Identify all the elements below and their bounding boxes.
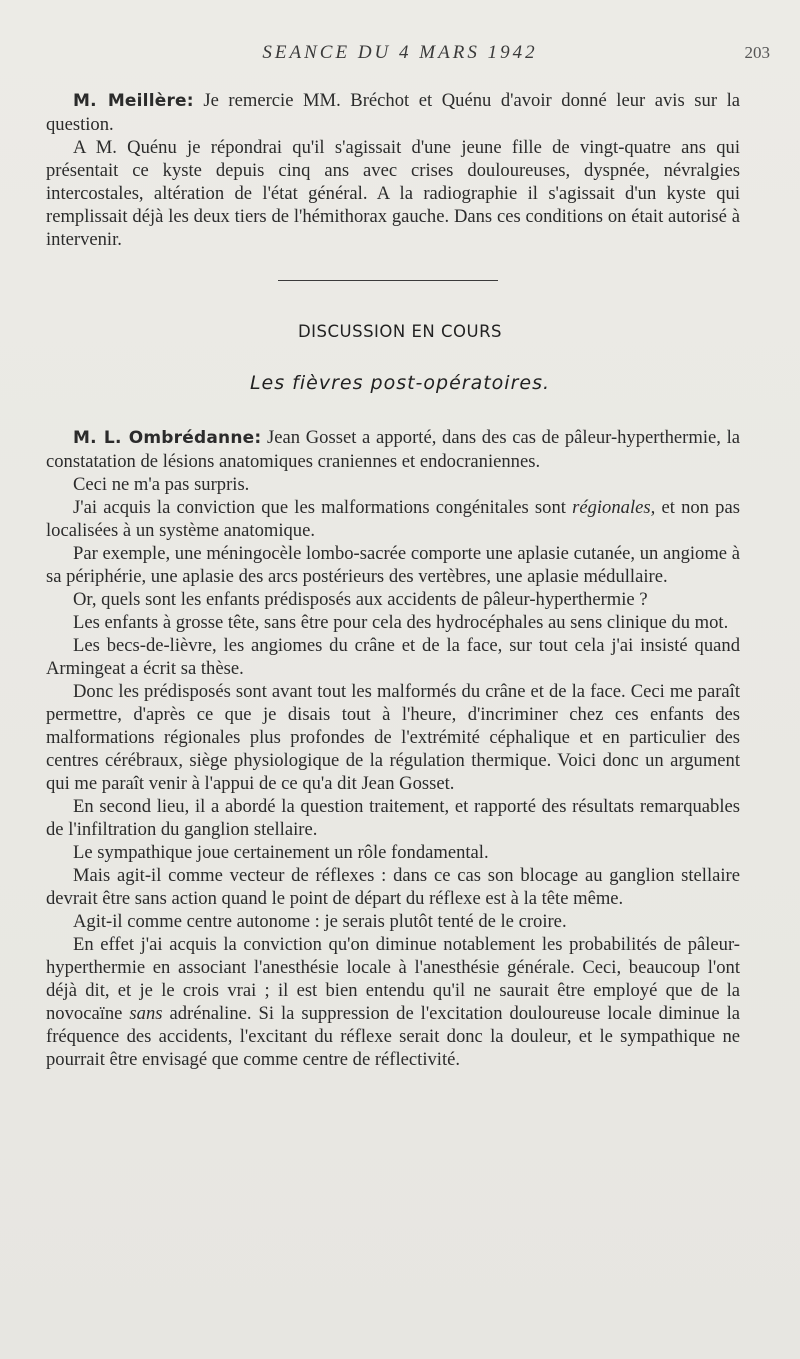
paragraph: Donc les prédisposés sont avant tout les malformés du crâne et de la face. Ceci me paraît permettre, d'après ce que je disais tout à l'heure, d'incriminer chez ces enfants des malformations régionales plus profondes de l'extrémité céphalique et en particulier des centres cérébraux, siège physiologique de la régulation thermique. Voici donc un argument qui me paraît venir à l'appui de ce qu'a dit Jean Gosset.: [46, 681, 740, 794]
paragraph: Or, quels sont les enfants prédisposés aux accidents de pâleur-hyperthermie ?: [73, 589, 648, 610]
paragraph: Les becs-de-lièvre, les angiomes du crâne et de la face, sur tout cela j'ai insisté quand Armingeat a écrit sa thèse.: [46, 635, 740, 679]
paragraph: En effet j'ai acquis la conviction qu'on diminue notablement les probabilités de pâleur-hyperthermie en associant l'anesthésie locale à l'anesthésie générale. Ceci, beaucoup l'ont déjà dit, et je le crois vrai ; il est bien entendu qu'il ne saurait être employé que de la novocaïne sans adrénaline. Si la suppression de l'excitation douloureuse locale diminue la fréquence des accidents, l'excitant du réflexe serait donc la douleur, et le sympathique ne pourrait être envisagé que comme centre de réflectivité.: [46, 934, 740, 1070]
paragraph: M. Meillère: Je remercie MM. Bréchot et Quénu d'avoir donné leur avis sur la question.: [46, 90, 740, 135]
running-title: SEANCE DU 4 MARS 1942: [262, 42, 538, 63]
paragraph: Agit-il comme centre autonome : je serais plutôt tenté de le croire.: [73, 911, 567, 932]
paragraph: M. L. Ombrédanne: Jean Gosset a apporté, dans des cas de pâleur-hyperthermie, la constatation de lésions anatomiques craniennes et endocraniennes.: [46, 427, 740, 472]
ombredanne-discussion: [46, 426, 740, 1071]
paragraph: Mais agit-il comme vecteur de réflexes : dans ce cas son blocage au ganglion stellaire devrait être sans action quand le point de départ du réflexe est à la tête même.: [46, 865, 740, 909]
speaker-name: M. L. Ombrédanne:: [73, 428, 262, 448]
page-number: 203: [744, 43, 770, 62]
speaker-name: M. Meillère:: [73, 91, 194, 111]
section-divider: [278, 280, 498, 281]
emphasis: sans: [129, 1003, 163, 1024]
section-subheading: Les fièvres post-opératoires.: [249, 372, 551, 394]
paragraph: J'ai acquis la conviction que les malformations congénitales sont régionales, et non pas localisées à un système anatomique.: [46, 497, 740, 541]
paragraph: En second lieu, il a abordé la question traitement, et rapporté des résultats remarquables de l'infiltration du ganglion stellaire.: [46, 796, 740, 840]
paragraph: Ceci ne m'a pas surpris.: [73, 474, 250, 495]
emphasis: régionales,: [572, 497, 656, 518]
meillere-reply: [46, 89, 740, 251]
paragraph: A M. Quénu je répondrai qu'il s'agissait d'une jeune fille de vingt-quatre ans qui présentait ce kyste depuis cinq ans avec crises douloureuses, dyspnée, névralgies intercostales, altération de l'état général. A la radiographie il s'agissait d'un kyste qui remplissait déjà les deux tiers de l'hémithorax gauche. Dans ces conditions on était autorisé à intervenir.: [46, 137, 740, 250]
paragraph: Le sympathique joue certainement un rôle fondamental.: [73, 842, 489, 863]
section-heading: DISCUSSION EN COURS: [297, 322, 503, 341]
paragraph: Les enfants à grosse tête, sans être pour cela des hydrocéphales au sens clinique du mot.: [73, 612, 729, 633]
paragraph: Par exemple, une méningocèle lombo-sacrée comporte une aplasie cutanée, un angiome à sa périphérie, une aplasie des arcs postérieurs des vertèbres, une aplasie médullaire.: [46, 543, 740, 587]
running-header: [0, 42, 800, 68]
